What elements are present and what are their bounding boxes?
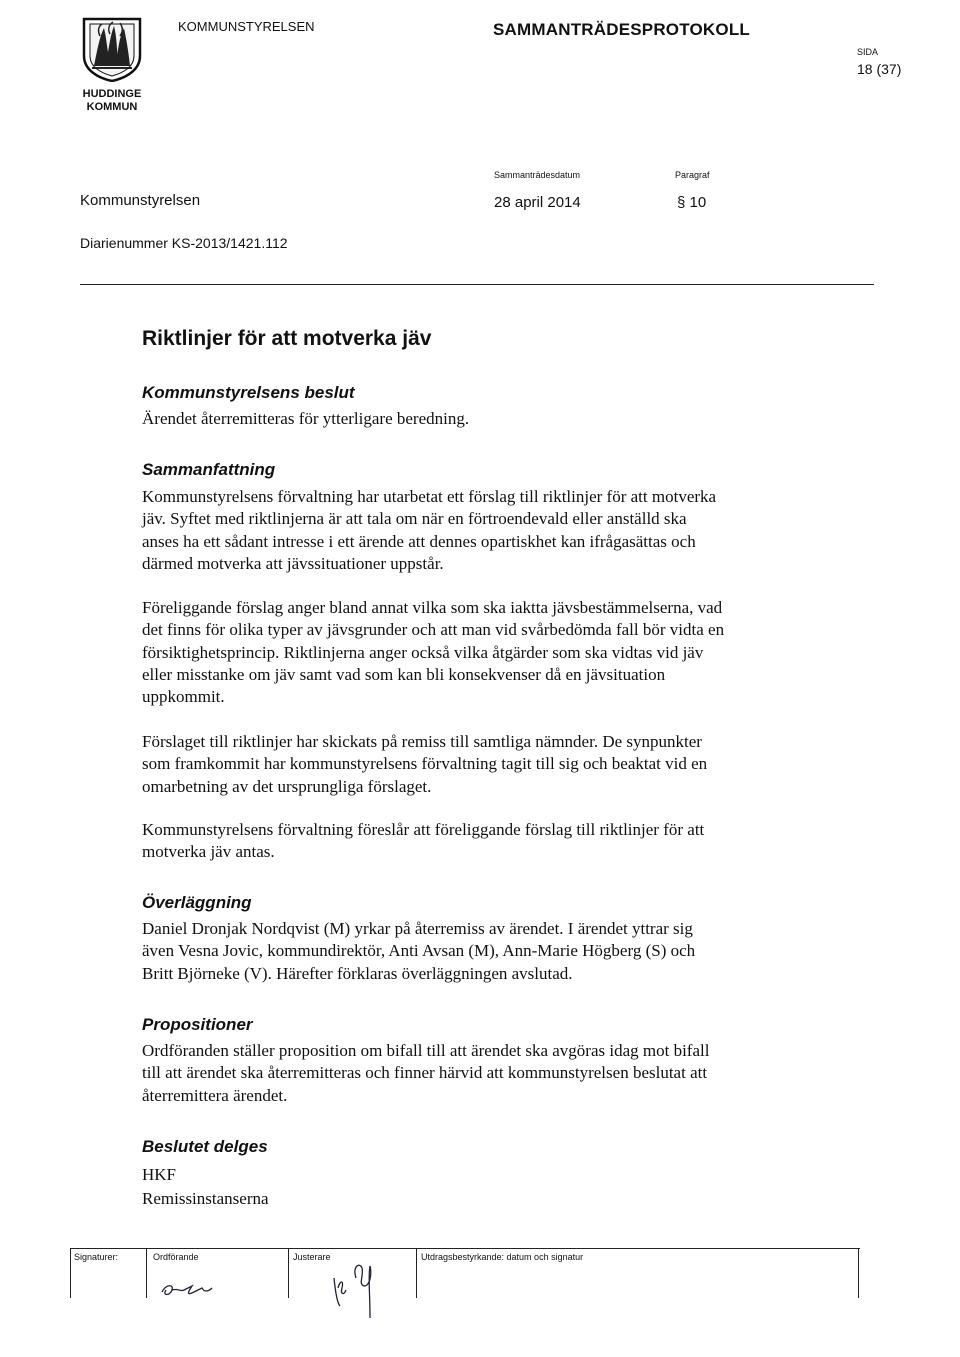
delivered-heading: Beslutet delges bbox=[142, 1137, 268, 1156]
logo-text: HUDDINGE KOMMUN bbox=[82, 88, 142, 113]
verifier-label: Justerare bbox=[293, 1252, 331, 1262]
propositions-paragraph: Ordföranden ställer proposition om bifall till att ärendet ska avgöras idag mot bifall till att ärendet ska återremitteras och finner härvid att kommunstyrelsen beslutat att återremittera ärendet. bbox=[142, 1041, 710, 1105]
board-name: Kommunstyrelsen bbox=[80, 192, 201, 209]
signature-box-border bbox=[858, 1248, 859, 1298]
chair-signature-icon bbox=[158, 1278, 218, 1307]
chair-label: Ordförande bbox=[153, 1252, 199, 1262]
deliberation-paragraph: Daniel Dronjak Nordqvist (M) yrkar på återremiss av ärendet. I ärendet yttrar sig även Vesna Jovic, kommundirektör, Anti Avsan (M), Ann-Marie Högberg (S) och Britt Björneke (V). Härefter förklaras överläggningen avslutad. bbox=[142, 919, 696, 983]
organization-name: KOMMUNSTYRELSEN bbox=[178, 19, 315, 34]
signature-box-divider bbox=[288, 1248, 289, 1298]
page-number: 18 (37) bbox=[857, 61, 902, 77]
summary-paragraph-4: Kommunstyrelsens förvaltning föreslår att föreliggande förslag till riktlinjer för att motverka jäv antas. bbox=[142, 820, 705, 862]
delivered-list bbox=[142, 1163, 814, 1211]
paragraph-number: § 10 bbox=[677, 194, 707, 211]
summary-paragraph-1: Kommunstyrelsens förvaltning har utarbetat ett förslag till riktlinjer för att motverka jäv. Syftet med riktlinjerna är att tala om när en förtroendevald eller anställd ska anses ha ett sådant intresse i ett ärende att dennes opartiskhet kan ifrågasättas och därmed motverka att jävssituationer uppstår. bbox=[142, 487, 717, 573]
document-type: SAMMANTRÄDESPROTOKOLL bbox=[493, 20, 750, 39]
page-title: Riktlinjer för att motverka jäv bbox=[142, 327, 432, 350]
page-label: SIDA bbox=[857, 47, 879, 57]
summary-heading: Sammanfattning bbox=[142, 460, 276, 479]
list-item: HKF bbox=[142, 1165, 177, 1184]
extract-certification-label: Utdragsbestyrkande: datum och signatur bbox=[421, 1252, 584, 1262]
decision-text: Ärendet återremitteras för ytterligare beredning. bbox=[142, 409, 470, 428]
verifier-signature-icon bbox=[330, 1258, 390, 1327]
meeting-date: 28 april 2014 bbox=[494, 194, 581, 211]
signatures-label: Signaturer: bbox=[74, 1252, 119, 1262]
huddinge-coat-of-arms-icon bbox=[80, 16, 144, 82]
deliberation-heading: Överläggning bbox=[142, 893, 252, 912]
decision-heading: Kommunstyrelsens beslut bbox=[142, 383, 355, 402]
paragraph-label: Paragraf bbox=[675, 170, 710, 180]
summary-paragraph-2: Föreliggande förslag anger bland annat vilka som ska iaktta jävsbestämmelserna, vad det finns för olika typer av jävsgrunder och att man vid svårbedömda fall bör vidta en försiktighetsprincip. Riktlinjerna anger också vilka åtgärder som ska vidtas vid jäv eller misstanke om jäv samt vad som kan bli konsekvenser då en jävsituation uppkommit. bbox=[142, 598, 725, 707]
diary-number: Diarienummer KS-2013/1421.112 bbox=[80, 235, 288, 251]
summary-paragraph-3: Förslaget till riktlinjer har skickats på remiss till samtliga nämnder. De synpunkter som framkommit har kommunstyrelsens förvaltning tagit till sig och beaktat vid en omarbetning av det ursprungliga förslaget. bbox=[142, 732, 708, 796]
date-label: Sammanträdesdatum bbox=[494, 170, 581, 180]
signature-box-border bbox=[70, 1248, 71, 1298]
signature-box-divider bbox=[416, 1248, 417, 1298]
signature-box-divider bbox=[146, 1248, 147, 1298]
propositions-heading: Propositioner bbox=[142, 1015, 253, 1034]
list-item: Remissinstanserna bbox=[142, 1189, 269, 1208]
header-divider bbox=[80, 284, 874, 285]
